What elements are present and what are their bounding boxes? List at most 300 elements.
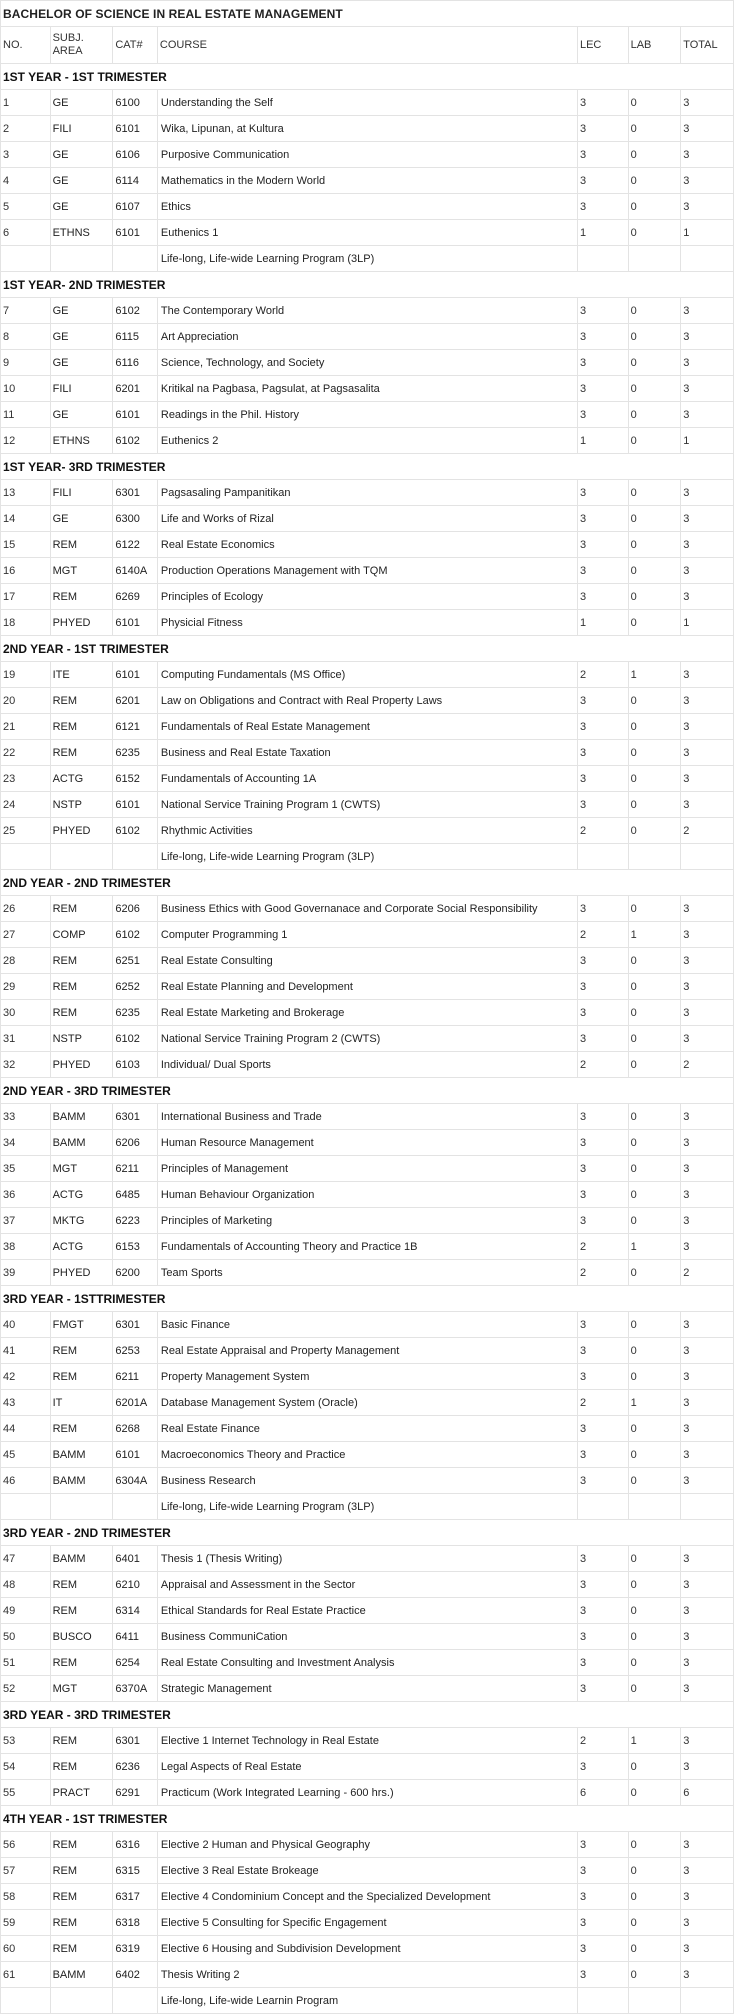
catalog-number: 6402 [113,1962,158,1988]
course-title: Individual/ Dual Sports [157,1052,577,1078]
course-no: 45 [1,1442,51,1468]
subject-area [50,844,113,870]
lab-units: 0 [628,1754,681,1780]
total-units: 3 [681,1234,734,1260]
course-no: 19 [1,662,51,688]
course-row [1,506,734,532]
subject-area: MGT [50,1156,113,1182]
course-no: 32 [1,1052,51,1078]
lec-units: 3 [577,1442,628,1468]
subject-area: REM [50,1936,113,1962]
catalog-number: 6101 [113,116,158,142]
course-no: 27 [1,922,51,948]
total-units: 3 [681,142,734,168]
lec-units [577,246,628,272]
lab-units: 0 [628,1338,681,1364]
course-row [1,220,734,246]
course-title: Elective 2 Human and Physical Geography [157,1832,577,1858]
course-row [1,90,734,116]
catalog-number: 6206 [113,1130,158,1156]
course-row [1,974,734,1000]
course-title: Principles of Marketing [157,1208,577,1234]
lec-units: 3 [577,688,628,714]
course-no: 30 [1,1000,51,1026]
lab-units: 0 [628,1572,681,1598]
lec-units: 3 [577,558,628,584]
subject-area: PHYED [50,818,113,844]
catalog-number: 6106 [113,142,158,168]
section-label: 1ST YEAR - 1ST TRIMESTER [1,64,734,90]
subject-area: REM [50,1832,113,1858]
catalog-number: 6269 [113,584,158,610]
lec-units: 3 [577,1832,628,1858]
catalog-number: 6210 [113,1572,158,1598]
course-title: Wika, Lipunan, at Kultura [157,116,577,142]
total-units: 3 [681,350,734,376]
course-no: 16 [1,558,51,584]
lab-units: 0 [628,818,681,844]
course-row [1,1208,734,1234]
section-header-row [1,1286,734,1312]
course-row [1,1312,734,1338]
course-no: 51 [1,1650,51,1676]
course-row [1,168,734,194]
catalog-number: 6254 [113,1650,158,1676]
lab-units [628,844,681,870]
lab-units: 0 [628,1104,681,1130]
lab-units [628,246,681,272]
total-units: 3 [681,948,734,974]
total-units [681,844,734,870]
course-row [1,480,734,506]
course-title: Legal Aspects of Real Estate [157,1754,577,1780]
lab-units: 0 [628,324,681,350]
total-units: 3 [681,1832,734,1858]
total-units: 3 [681,1650,734,1676]
total-units: 3 [681,974,734,1000]
course-row [1,714,734,740]
course-title: Appraisal and Assessment in the Sector [157,1572,577,1598]
lec-units: 3 [577,1208,628,1234]
catalog-number: 6485 [113,1182,158,1208]
lab-units: 0 [628,402,681,428]
catalog-number: 6107 [113,194,158,220]
lab-units: 0 [628,1000,681,1026]
lec-units: 3 [577,1572,628,1598]
lab-units: 0 [628,1442,681,1468]
subject-area: BAMM [50,1130,113,1156]
lec-units: 3 [577,948,628,974]
course-title: Business Research [157,1468,577,1494]
course-title: Euthenics 2 [157,428,577,454]
catalog-number: 6140A [113,558,158,584]
course-no: 46 [1,1468,51,1494]
course-row [1,740,734,766]
total-units: 3 [681,792,734,818]
subject-area: PHYED [50,1260,113,1286]
course-row [1,662,734,688]
course-row [1,1572,734,1598]
subject-area: BAMM [50,1468,113,1494]
catalog-number: 6319 [113,1936,158,1962]
header-no: NO. [1,27,51,64]
course-title: Readings in the Phil. History [157,402,577,428]
lec-units: 3 [577,1962,628,1988]
subject-area [50,246,113,272]
lec-units: 3 [577,1416,628,1442]
course-no: 34 [1,1130,51,1156]
course-row [1,1598,734,1624]
lab-units [628,1494,681,1520]
catalog-number: 6318 [113,1910,158,1936]
course-row [1,766,734,792]
subject-area: BAMM [50,1962,113,1988]
course-row [1,1650,734,1676]
course-title: Elective 6 Housing and Subdivision Development [157,1936,577,1962]
course-row [1,896,734,922]
lec-units: 3 [577,532,628,558]
course-title: Strategic Management [157,1676,577,1702]
course-no: 35 [1,1156,51,1182]
course-title: Business CommuniCation [157,1624,577,1650]
lab-units: 0 [628,1546,681,1572]
lec-units: 3 [577,90,628,116]
lec-units: 3 [577,1884,628,1910]
course-no: 47 [1,1546,51,1572]
course-row [1,1156,734,1182]
lab-units: 1 [628,1728,681,1754]
course-row [1,1338,734,1364]
lab-units: 0 [628,116,681,142]
lec-units: 6 [577,1780,628,1806]
course-row [1,1442,734,1468]
lab-units: 1 [628,1390,681,1416]
lec-units: 3 [577,480,628,506]
lab-units: 0 [628,350,681,376]
course-no: 58 [1,1884,51,1910]
total-units: 3 [681,324,734,350]
course-row [1,324,734,350]
catalog-number: 6206 [113,896,158,922]
total-units: 3 [681,896,734,922]
course-title: Thesis Writing 2 [157,1962,577,1988]
course-row [1,610,734,636]
course-no: 10 [1,376,51,402]
section-header-row [1,1520,734,1546]
course-title: Real Estate Marketing and Brokerage [157,1000,577,1026]
course-title: Fundamentals of Real Estate Management [157,714,577,740]
lab-units: 0 [628,1858,681,1884]
catalog-number: 6102 [113,818,158,844]
course-title: Business and Real Estate Taxation [157,740,577,766]
lab-units: 0 [628,1936,681,1962]
course-title: Elective 1 Internet Technology in Real Estate [157,1728,577,1754]
lab-units: 1 [628,922,681,948]
course-no: 2 [1,116,51,142]
course-row [1,1390,734,1416]
course-row [1,844,734,870]
course-no: 41 [1,1338,51,1364]
course-no: 37 [1,1208,51,1234]
catalog-number: 6115 [113,324,158,350]
total-units: 1 [681,610,734,636]
course-no: 40 [1,1312,51,1338]
course-title: Principles of Management [157,1156,577,1182]
lab-units: 0 [628,1910,681,1936]
section-header-row [1,64,734,90]
subject-area: REM [50,740,113,766]
course-row [1,922,734,948]
catalog-number: 6102 [113,428,158,454]
course-title: Fundamentals of Accounting 1A [157,766,577,792]
subject-area: BUSCO [50,1624,113,1650]
lab-units: 0 [628,1832,681,1858]
course-row [1,350,734,376]
catalog-number: 6211 [113,1364,158,1390]
lab-units: 0 [628,1312,681,1338]
course-no: 38 [1,1234,51,1260]
subject-area: NSTP [50,792,113,818]
section-label: 3RD YEAR - 2ND TRIMESTER [1,1520,734,1546]
lab-units: 0 [628,740,681,766]
subject-area: REM [50,1416,113,1442]
course-title: Science, Technology, and Society [157,350,577,376]
lab-units: 0 [628,376,681,402]
course-title: Ethical Standards for Real Estate Practice [157,1598,577,1624]
lec-units: 1 [577,220,628,246]
course-row [1,948,734,974]
lab-units: 0 [628,1182,681,1208]
course-row [1,298,734,324]
catalog-number: 6101 [113,792,158,818]
course-title: Business Ethics with Good Governanace and Corporate Social Responsibility [157,896,577,922]
section-label: 2ND YEAR - 2ND TRIMESTER [1,870,734,896]
course-title: Property Management System [157,1364,577,1390]
total-units: 1 [681,220,734,246]
total-units: 3 [681,194,734,220]
catalog-number: 6251 [113,948,158,974]
course-no: 25 [1,818,51,844]
catalog-number: 6223 [113,1208,158,1234]
course-title: Understanding the Self [157,90,577,116]
course-no: 20 [1,688,51,714]
lab-units: 0 [628,714,681,740]
course-no: 42 [1,1364,51,1390]
header-lab: LAB [628,27,681,64]
subject-area: GE [50,506,113,532]
total-units: 3 [681,376,734,402]
catalog-number: 6300 [113,506,158,532]
lec-units: 2 [577,1390,628,1416]
subject-area: REM [50,974,113,1000]
total-units: 3 [681,168,734,194]
course-row [1,1728,734,1754]
course-no: 26 [1,896,51,922]
total-units: 3 [681,1312,734,1338]
course-no: 17 [1,584,51,610]
subject-area [50,1988,113,2014]
course-title: Human Behaviour Organization [157,1182,577,1208]
section-header-row [1,1702,734,1728]
lec-units: 2 [577,1234,628,1260]
section-header-row [1,454,734,480]
course-title: National Service Training Program 1 (CWTS) [157,792,577,818]
course-row [1,1052,734,1078]
catalog-number: 6102 [113,298,158,324]
course-no: 59 [1,1910,51,1936]
course-title: Elective 3 Real Estate Brokeage [157,1858,577,1884]
course-no: 28 [1,948,51,974]
subject-area: GE [50,324,113,350]
subject-area: GE [50,402,113,428]
section-label: 3RD YEAR - 3RD TRIMESTER [1,1702,734,1728]
lec-units: 3 [577,1026,628,1052]
total-units: 3 [681,506,734,532]
subject-area: ACTG [50,766,113,792]
lec-units: 3 [577,1312,628,1338]
subject-area: REM [50,1000,113,1026]
lec-units: 3 [577,376,628,402]
course-row [1,1624,734,1650]
course-row [1,1676,734,1702]
lec-units: 3 [577,116,628,142]
course-no [1,246,51,272]
subject-area: BAMM [50,1546,113,1572]
course-title: Computing Fundamentals (MS Office) [157,662,577,688]
catalog-number: 6114 [113,168,158,194]
subject-area: REM [50,1884,113,1910]
course-no: 48 [1,1572,51,1598]
course-row [1,142,734,168]
subject-area: REM [50,584,113,610]
course-title: Real Estate Planning and Development [157,974,577,1000]
catalog-number [113,246,158,272]
total-units: 3 [681,1208,734,1234]
total-units: 6 [681,1780,734,1806]
section-header-row [1,1078,734,1104]
lab-units: 0 [628,142,681,168]
lec-units: 3 [577,1104,628,1130]
course-no: 31 [1,1026,51,1052]
course-row [1,246,734,272]
subject-area: REM [50,1572,113,1598]
section-label: 1ST YEAR- 3RD TRIMESTER [1,454,734,480]
subject-area: NSTP [50,1026,113,1052]
course-no: 56 [1,1832,51,1858]
subject-area: MKTG [50,1208,113,1234]
course-title: Life-long, Life-wide Learning Program (3LP) [157,1494,577,1520]
lab-units: 1 [628,662,681,688]
total-units: 3 [681,1442,734,1468]
total-units: 3 [681,688,734,714]
lab-units: 0 [628,1650,681,1676]
lab-units: 0 [628,506,681,532]
lec-units: 3 [577,1000,628,1026]
lab-units: 1 [628,1234,681,1260]
course-no: 36 [1,1182,51,1208]
lab-units: 0 [628,1052,681,1078]
course-title: Art Appreciation [157,324,577,350]
total-units [681,246,734,272]
lab-units: 0 [628,220,681,246]
subject-area: GE [50,298,113,324]
course-row [1,818,734,844]
header-lec: LEC [577,27,628,64]
lab-units: 0 [628,584,681,610]
lec-units [577,1494,628,1520]
total-units: 3 [681,1572,734,1598]
subject-area: GE [50,168,113,194]
catalog-number: 6411 [113,1624,158,1650]
subject-area: FILI [50,376,113,402]
header-course: COURSE [157,27,577,64]
lab-units: 0 [628,90,681,116]
course-title: Euthenics 1 [157,220,577,246]
lec-units: 3 [577,1650,628,1676]
subject-area: PHYED [50,610,113,636]
catalog-number [113,1494,158,1520]
lec-units: 3 [577,1936,628,1962]
catalog-number: 6201A [113,1390,158,1416]
subject-area: BAMM [50,1104,113,1130]
course-no: 49 [1,1598,51,1624]
course-title: Computer Programming 1 [157,922,577,948]
lec-units: 3 [577,298,628,324]
course-no [1,844,51,870]
total-units: 3 [681,1416,734,1442]
lec-units: 3 [577,194,628,220]
total-units: 3 [681,662,734,688]
course-row [1,558,734,584]
lab-units [628,1988,681,2014]
section-label: 1ST YEAR- 2ND TRIMESTER [1,272,734,298]
catalog-number: 6304A [113,1468,158,1494]
section-header-row [1,272,734,298]
subject-area: REM [50,1598,113,1624]
course-no: 55 [1,1780,51,1806]
course-title: Macroeconomics Theory and Practice [157,1442,577,1468]
lab-units: 0 [628,1364,681,1390]
course-no [1,1988,51,2014]
total-units: 3 [681,1182,734,1208]
total-units: 3 [681,402,734,428]
course-row [1,1962,734,1988]
lec-units: 2 [577,1260,628,1286]
lec-units: 3 [577,1182,628,1208]
subject-area: REM [50,1858,113,1884]
course-row [1,402,734,428]
lec-units: 1 [577,610,628,636]
course-row [1,376,734,402]
lec-units: 3 [577,584,628,610]
course-no: 6 [1,220,51,246]
total-units: 3 [681,1858,734,1884]
lec-units: 3 [577,974,628,1000]
lab-units: 0 [628,480,681,506]
course-title: Practicum (Work Integrated Learning - 600 hrs.) [157,1780,577,1806]
subject-area: ACTG [50,1234,113,1260]
course-title: Fundamentals of Accounting Theory and Practice 1B [157,1234,577,1260]
subject-area: REM [50,1728,113,1754]
lec-units: 3 [577,1624,628,1650]
subject-area: REM [50,1364,113,1390]
subject-area: COMP [50,922,113,948]
catalog-number: 6291 [113,1780,158,1806]
course-title: Database Management System (Oracle) [157,1390,577,1416]
catalog-number: 6401 [113,1546,158,1572]
course-row [1,1988,734,2014]
course-title: Real Estate Appraisal and Property Management [157,1338,577,1364]
